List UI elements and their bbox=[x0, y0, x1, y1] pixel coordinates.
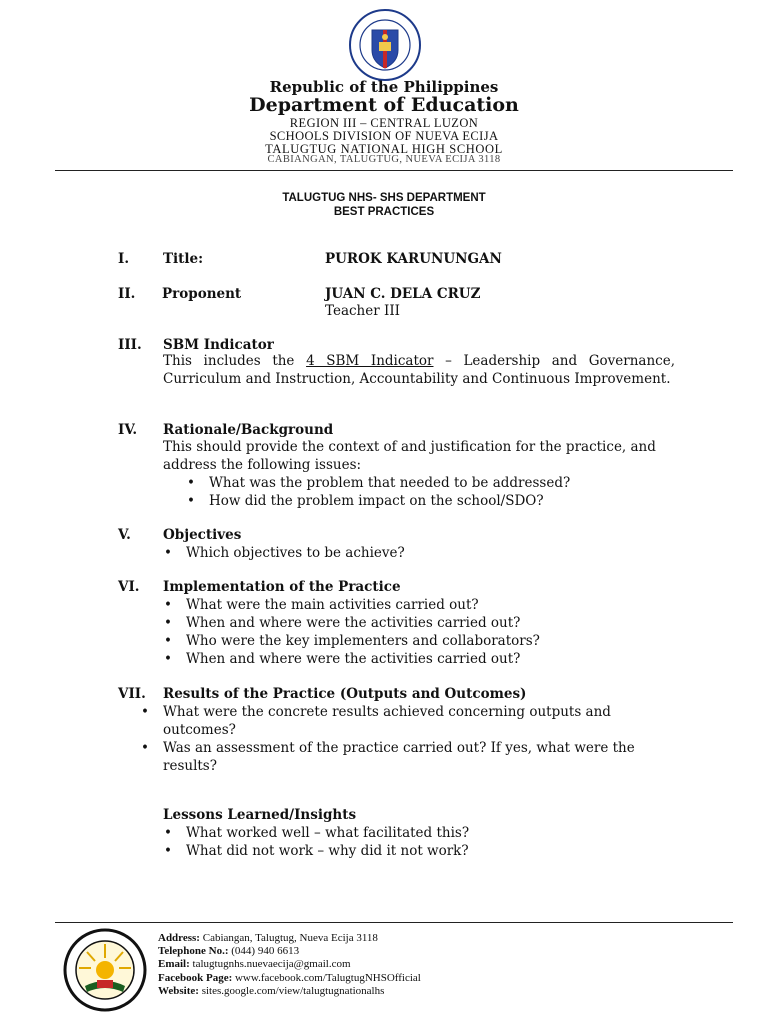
deped-seal-icon bbox=[348, 8, 422, 82]
section-number: VII. bbox=[118, 686, 146, 702]
footer-contact bbox=[158, 932, 421, 998]
department-name: Department of Education bbox=[249, 94, 519, 116]
list-item: • Was an assessment of the practice carried out? If yes, what were the results? bbox=[163, 739, 663, 775]
footer-facebook: Facebook Page: www.facebook.com/TalugtugNHSOfficial bbox=[158, 971, 421, 984]
footer-address: Address: Cabiangan, Talugtug, Nueva Ecija 3118 bbox=[158, 932, 378, 944]
section-number: VI. bbox=[118, 579, 140, 595]
list-item: • Which objectives to be achieve? bbox=[186, 544, 405, 562]
sbm-text-post: – Leadership and Governance, Curriculum and Instruction, Accountability and Continuous Improvement. bbox=[163, 353, 676, 387]
footer-website: Website: sites.google.com/view/talugtugnationalhs bbox=[158, 984, 385, 997]
list-item: • Who were the key implementers and collaborators? bbox=[186, 632, 540, 650]
section-number: III. bbox=[118, 337, 142, 353]
list-item: • How did the problem impact on the school/SDO? bbox=[209, 492, 544, 510]
list-item: • What was the problem that needed to be addressed? bbox=[209, 474, 570, 492]
deped-seal bbox=[348, 8, 422, 82]
lessons-heading: Lessons Learned/Insights bbox=[163, 807, 357, 823]
title-value: PUROK KARUNUNGAN bbox=[325, 251, 502, 267]
doc-department: TALUGTUG NHS- SHS DEPARTMENT bbox=[282, 192, 486, 204]
section-number: II. bbox=[118, 286, 136, 302]
school-address-line: CABIANGAN, TALUGTUG, NUEVA ECIJA 3118 bbox=[267, 154, 501, 165]
objectives-heading: Objectives bbox=[163, 527, 242, 543]
list-item: • When and where were the activities carried out? bbox=[186, 614, 520, 632]
section-number: V. bbox=[118, 527, 131, 543]
proponent-name: JUAN C. DELA CRUZ bbox=[325, 286, 481, 302]
sbm-text-underlined: 4 SBM Indicator bbox=[306, 353, 434, 369]
proponent-position: Teacher III bbox=[325, 303, 400, 319]
list-item: • What were the concrete results achieved concerning outputs and outcomes? bbox=[163, 703, 663, 739]
doc-subtitle: BEST PRACTICES bbox=[333, 206, 435, 218]
section-number: IV. bbox=[118, 422, 138, 438]
sbm-text-pre: This includes the bbox=[163, 353, 295, 369]
section-number: I. bbox=[118, 251, 130, 267]
list-item: • What did not work – why did it not work? bbox=[186, 842, 469, 860]
division-line: SCHOOLS DIVISION OF NUEVA ECIJA bbox=[269, 129, 499, 143]
implementation-heading: Implementation of the Practice bbox=[163, 579, 401, 595]
proponent-label: Proponent bbox=[162, 286, 242, 302]
republic-line: Republic of the Philippines bbox=[269, 78, 499, 96]
sbm-heading: SBM Indicator bbox=[163, 337, 274, 353]
footer-email: Email: talugtugnhs.nuevaecija@gmail.com bbox=[158, 958, 351, 971]
list-item: • What worked well – what facilitated this? bbox=[186, 824, 469, 842]
header-divider bbox=[55, 170, 733, 171]
school-logo bbox=[63, 928, 147, 1012]
footer-divider bbox=[55, 922, 733, 923]
school-line: TALUGTUG NATIONAL HIGH SCHOOL bbox=[265, 142, 503, 156]
list-item: • When and where were the activities carried out? bbox=[186, 650, 520, 668]
rationale-heading: Rationale/Background bbox=[163, 422, 334, 438]
region-line: REGION III – CENTRAL LUZON bbox=[289, 116, 479, 130]
rationale-text: This should provide the context of and justification for the practice, and address the following issues: bbox=[163, 439, 656, 473]
footer-phone: Telephone No.: (044) 940 6613 bbox=[158, 945, 300, 958]
school-logo-icon bbox=[63, 928, 147, 1012]
title-label: Title: bbox=[163, 251, 204, 267]
list-item: • What were the main activities carried out? bbox=[186, 596, 479, 614]
sbm-text bbox=[163, 353, 675, 388]
results-heading: Results of the Practice (Outputs and Outcomes) bbox=[163, 686, 527, 702]
